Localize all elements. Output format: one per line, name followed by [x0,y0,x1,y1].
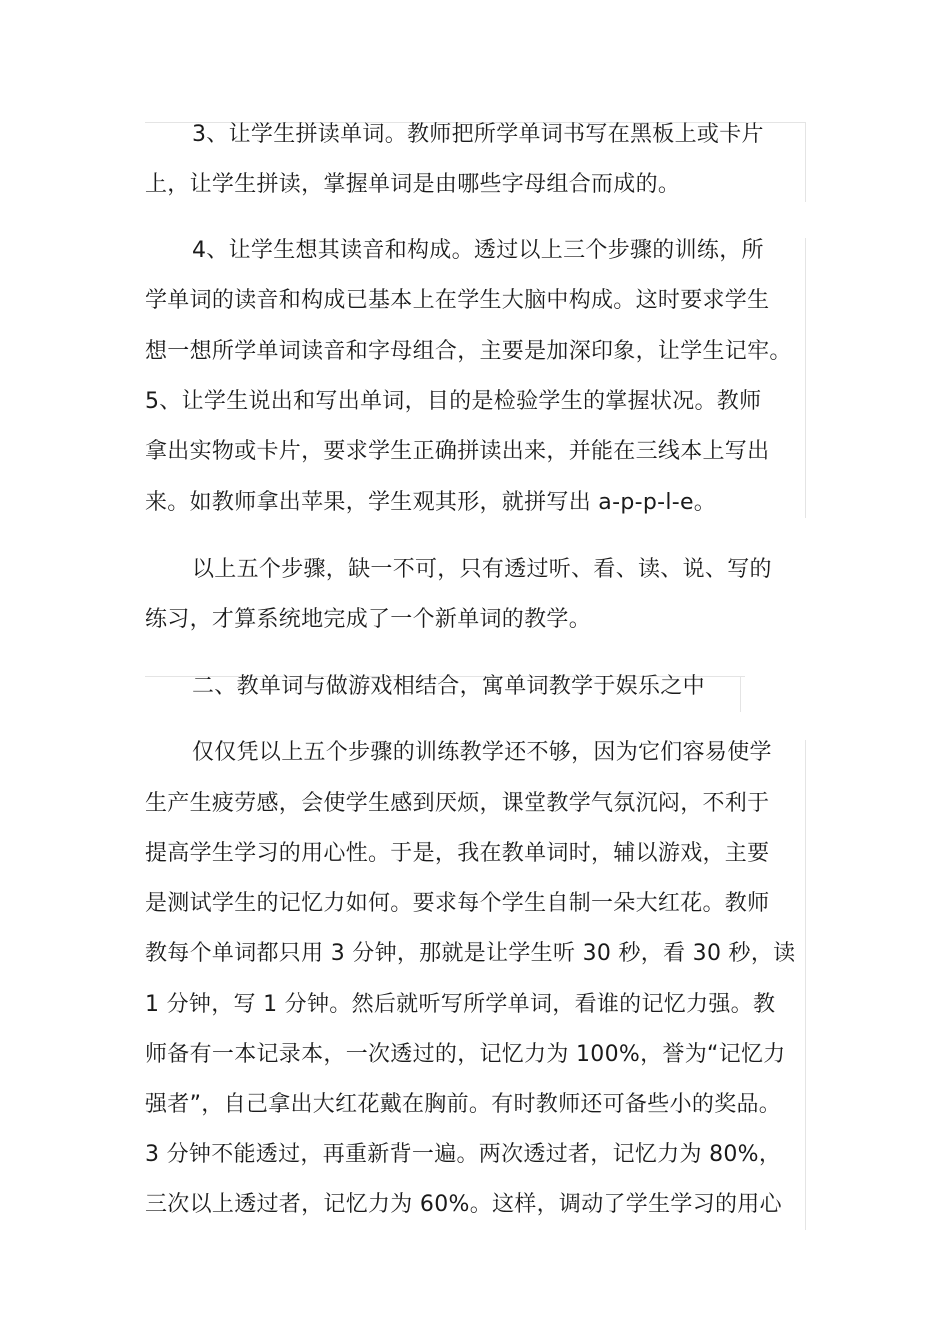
text-line: 仅仅凭以上五个步骤的训练教学还不够，因为它们容易使学 [192,740,772,765]
text-line: 4、让学生想其读音和构成。透过以上三个步骤的训练，所 [192,238,764,263]
text-line: 上，让学生拼读，掌握单词是由哪些字母组合而成的。 [145,172,681,197]
text-line: 强者”，自己拿出大红花戴在胸前。有时教师还可备些小的奖品。 [145,1092,782,1117]
text-line: 5、让学生说出和写出单词，目的是检验学生的掌握状况。教师 [145,389,762,414]
text-line: 提高学生学习的用心性。于是，我在教单词时，辅以游戏，主要 [145,841,770,866]
text-line: 想一想所学单词读音和字母组合，主要是加深印象，让学生记牢。 [145,339,792,364]
text-line: 教每个单词都只用 3 分钟，那就是让学生听 30 秒，看 30 秒，读 [145,941,796,966]
text-line: 3、让学生拼读单词。教师把所学单词书写在黑板上或卡片 [192,122,764,147]
text-line: 师备有一本记录本，一次透过的，记忆力为 100%，誉为“记忆力 [145,1042,786,1067]
text-line: 以上五个步骤，缺一不可，只有透过听、看、读、说、写的 [192,557,772,582]
text-line: 是测试学生的记忆力如何。要求每个学生自制一朵大红花。教师 [145,891,770,916]
text-line: 学单词的读音和构成已基本上在学生大脑中构成。这时要求学生 [145,288,770,313]
section-heading: 二、教单词与做游戏相结合，寓单词教学于娱乐之中 [192,674,705,699]
text-line: 1 分钟，写 1 分钟。然后就听写所学单词，看谁的记忆力强。教 [145,992,776,1017]
frame-rule [805,122,806,202]
text-line: 3 分钟不能透过，再重新背一遍。两次透过者，记忆力为 80%， [145,1142,782,1167]
text-line: 三次以上透过者，记忆力为 60%。这样，调动了学生学习的用心 [145,1192,782,1217]
frame-rule [805,740,806,1230]
text-line: 来。如教师拿出苹果，学生观其形，就拼写出 a-p-p-l-e。 [145,490,717,515]
frame-rule [805,238,806,518]
text-line: 练习，才算系统地完成了一个新单词的教学。 [145,607,592,632]
text-line: 拿出实物或卡片，要求学生正确拼读出来，并能在三线本上写出 [145,439,770,464]
text-line: 生产生疲劳感，会使学生感到厌烦，课堂教学气氛沉闷，不利于 [145,791,770,816]
